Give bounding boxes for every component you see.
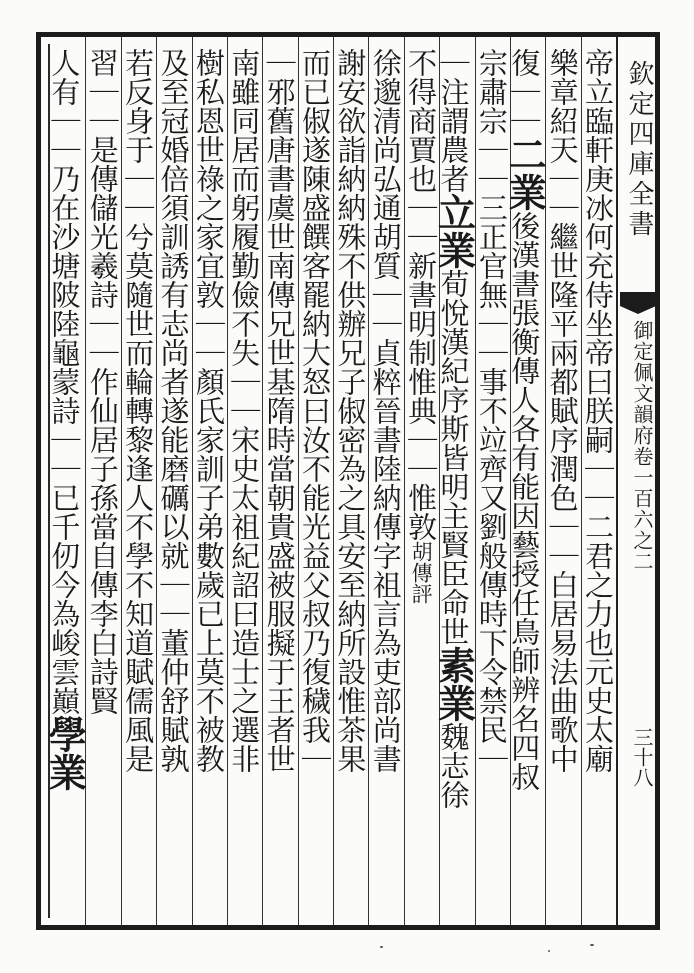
book-title: 欽定四庫全書	[624, 60, 654, 240]
column-text: 習｜｜是傳儲光羲詩｜｜作仙居子孫當自傳李白詩賢	[85, 48, 120, 715]
margin-strip-divider	[616, 37, 618, 925]
text-column	[404, 48, 439, 918]
text-column	[156, 48, 191, 918]
text-column	[121, 48, 156, 918]
volume-label: 御定佩文韻府卷一百六之二	[630, 320, 654, 572]
entry-heading: 立業	[431, 193, 477, 269]
column-text: 不得商賈也	[404, 48, 439, 193]
text-column	[191, 48, 226, 918]
column-text: 後漢書張衡傳人各有能因藝授任鳥師辨名四叔	[507, 211, 542, 791]
column-text: ｜邪舊唐書虞世南傳兄世基隋時當朝貴盛被服擬于王者世	[262, 48, 297, 773]
text-column	[368, 48, 403, 918]
text-column	[42, 48, 88, 918]
text-column	[581, 48, 615, 918]
text-column	[85, 48, 120, 918]
column-text: 而已俶遂陳盛饌客罷納大怒曰汝不能光益父叔乃復穢我｜	[298, 48, 332, 773]
ink-speck	[380, 946, 383, 948]
entry-heading: 二業	[502, 135, 548, 211]
column-text: 人有｜｜乃在沙塘陂陸龜蒙詩｜｜已千仞今為峻雲巔	[47, 48, 82, 715]
column-text: ｜｜新書明制惟典｜｜惟敦	[404, 193, 439, 541]
column-text: 復｜｜	[507, 48, 542, 135]
text-column	[262, 48, 297, 918]
text-column	[298, 48, 332, 918]
text-column	[502, 48, 548, 918]
column-text: 徐邈清尚弘通胡質｜｜貞粹晉書陸納傳字祖言為吏部尚書	[368, 48, 403, 773]
text-column	[474, 48, 509, 918]
column-text: 荀悅漢紀序斯皆明主賢臣命世	[436, 269, 471, 646]
small-annotation: 胡傳評	[409, 541, 434, 604]
column-text: 及至冠婚倍須訓誘有志尚者遂能磨礪以就｜｜董仲舒賦孰	[156, 48, 191, 773]
text-column	[227, 48, 262, 918]
text-column	[431, 48, 477, 918]
ink-speck	[590, 944, 594, 946]
entry-heading: 素業	[431, 646, 477, 722]
column-text: 帝立臨軒庚冰何充侍坐帝曰朕嗣｜｜二君之力也元史太廟	[581, 48, 615, 773]
column-text: 南雖同居而躬履勤儉不失｜｜宋史太祖紀詔曰造士之選非	[227, 48, 262, 773]
column-text: 樂章紹天｜｜繼世隆平兩都賦序潤色｜｜白居易法曲歌中	[545, 48, 580, 773]
page-number: 三十八	[630, 727, 654, 787]
text-column	[333, 48, 368, 918]
column-text: 若反身于｜｜兮莫隨世而輪轉黎逢人不學不知道賦儒風是	[121, 48, 156, 773]
column-text: 謝安欲詣納納殊不供辦兄子俶密為之具安至納所設惟茶果	[333, 48, 368, 773]
ink-speck	[548, 950, 550, 952]
text-column	[545, 48, 580, 918]
column-text: ｜注謂農者	[436, 48, 471, 193]
column-text: 魏志徐	[436, 722, 471, 809]
column-text: 宗肅宗｜｜三正官無｜｜事不竝齊又劉般傳時下令禁民｜	[474, 48, 509, 773]
entry-heading: 學業	[42, 715, 88, 791]
column-text: 樹私恩世祿之家宜敦｜｜顏氏家訓子弟數歲已上莫不被教	[191, 48, 226, 773]
